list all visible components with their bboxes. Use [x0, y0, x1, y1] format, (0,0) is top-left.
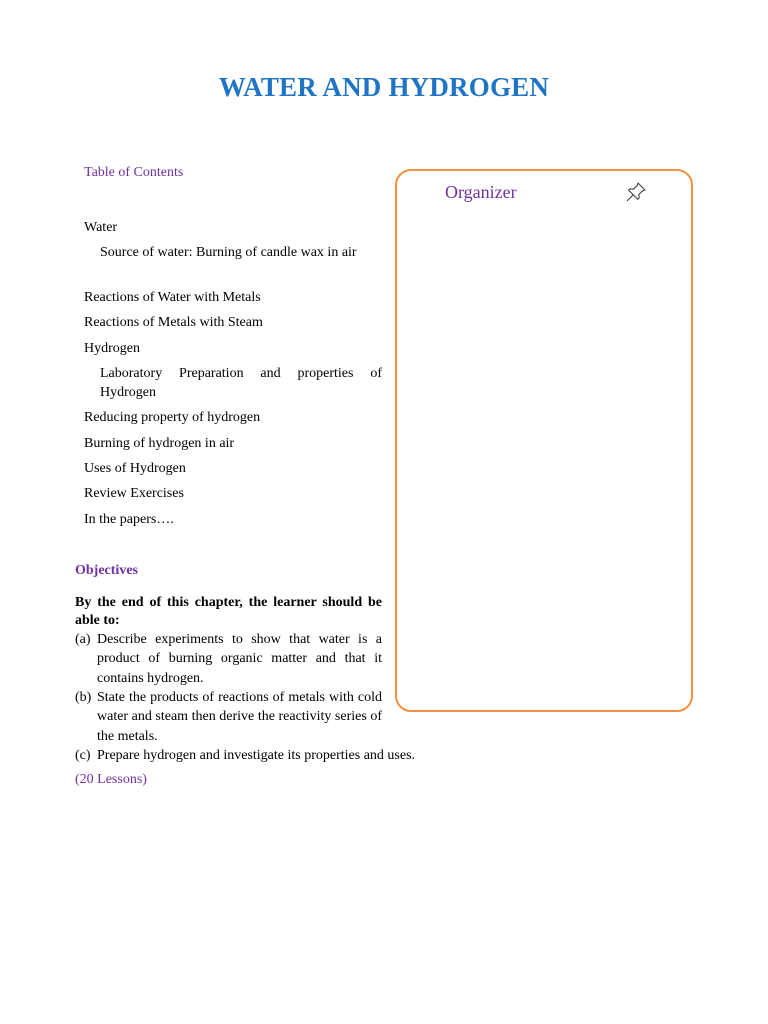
toc-item-hydrogen[interactable]: Hydrogen	[84, 341, 140, 356]
toc-item-uses-of-hydrogen[interactable]: Uses of Hydrogen	[84, 461, 186, 476]
toc-item-lab-preparation[interactable]: Laboratory Preparation and properties of Hydrogen	[100, 366, 382, 400]
objective-text: Prepare hydrogen and investigate its properties and uses.	[97, 748, 416, 763]
objective-marker: (b)	[75, 690, 92, 705]
toc-heading: Table of Contents	[84, 165, 184, 180]
organizer-box	[395, 169, 693, 712]
toc-item-source-of-water[interactable]: Source of water: Burning of candle wax in air	[100, 245, 357, 260]
objectives-heading: Objectives	[75, 563, 138, 578]
objectives-intro: By the end of this chapter, the learner should be able to:	[75, 595, 382, 628]
objective-text: State the products of reactions of metals with cold water and steam then derive the reactivity series of the metals.	[97, 690, 382, 744]
objective-text: Describe experiments to show that water is a product of burning organic matter and that it contains hydrogen.	[97, 632, 382, 686]
lessons-count: (20 Lessons)	[75, 772, 147, 787]
pin-icon[interactable]	[625, 181, 647, 203]
toc-item-reactions-water-metals[interactable]: Reactions of Water with Metals	[84, 290, 261, 305]
page-title: WATER AND HYDROGEN	[218, 72, 550, 102]
toc-item-in-the-papers[interactable]: In the papers….	[84, 512, 174, 527]
objective-marker: (a)	[75, 632, 91, 647]
toc-item-review-exercises[interactable]: Review Exercises	[84, 486, 184, 501]
toc-item-burning-hydrogen[interactable]: Burning of hydrogen in air	[84, 436, 235, 451]
objective-marker: (c)	[75, 748, 91, 763]
toc-item-reactions-metals-steam[interactable]: Reactions of Metals with Steam	[84, 315, 263, 330]
toc-item-reducing-property[interactable]: Reducing property of hydrogen	[84, 410, 261, 425]
organizer-title: Organizer	[445, 182, 517, 202]
toc-item-water[interactable]: Water	[84, 220, 118, 235]
